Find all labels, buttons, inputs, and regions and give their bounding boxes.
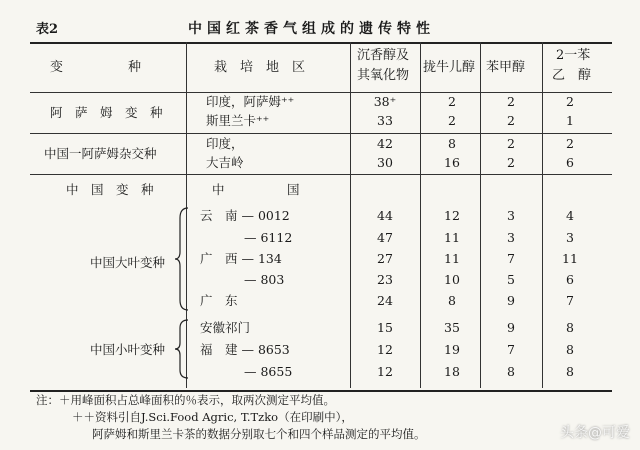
row-1-geraniol: 2 — [448, 94, 456, 109]
group-china: 中 国 变 种 — [66, 182, 154, 197]
row-8-benzyl: 5 — [507, 272, 515, 287]
row-12-linalool: 12 — [377, 364, 393, 379]
table-number: 表2 — [36, 22, 59, 37]
row-7-geraniol: 11 — [444, 251, 460, 266]
row-3-region: 印度， — [206, 136, 244, 151]
row-5-region: 云 南 — 0012 — [200, 208, 290, 223]
group-small-leaf: 中国小叶变种 — [90, 342, 166, 357]
row-2-benzyl: 2 — [507, 113, 515, 128]
header-phenylethanol-1: 2一苯 — [556, 48, 591, 63]
row-9-region: 广 东 — [200, 293, 238, 308]
header-variety: 变 种 — [50, 60, 142, 75]
row-5-benzyl: 3 — [507, 208, 515, 223]
row-10-geraniol: 35 — [444, 320, 460, 335]
watermark: 头条@可爱 — [560, 425, 630, 441]
row-10-region: 安徽祁门 — [200, 320, 251, 335]
row-6-phenylethanol: 3 — [566, 230, 574, 245]
row-7-region: 广 西 — 134 — [200, 251, 282, 266]
row-11-linalool: 12 — [377, 342, 393, 357]
row-1-phenylethanol: 2 — [566, 94, 574, 109]
row-5-phenylethanol: 4 — [566, 208, 574, 223]
header-region: 栽 培 地 区 — [214, 60, 306, 75]
note-line-1: 注：＋用峰面积占总峰面积的％表示，取两次测定平均值。 — [36, 393, 335, 407]
row-5-geraniol: 12 — [444, 208, 460, 223]
large-leaf-brace — [174, 206, 190, 312]
row-2-phenylethanol: 1 — [566, 113, 574, 128]
row-3-phenylethanol: 2 — [566, 136, 574, 151]
small-leaf-brace — [174, 318, 190, 380]
row-2-geraniol: 2 — [448, 113, 456, 128]
row-9-linalool: 24 — [377, 293, 393, 308]
row-12-region: — 8655 — [244, 364, 293, 379]
row-3-benzyl: 2 — [507, 136, 515, 151]
row-7-benzyl: 7 — [507, 251, 515, 266]
row-11-geraniol: 19 — [444, 342, 460, 357]
row-4-geraniol: 16 — [444, 155, 460, 170]
note-line-3: 阿萨姆和斯里兰卡茶的数据分别取七个和四个样品测定的平均值。 — [92, 427, 426, 441]
row-10-linalool: 15 — [377, 320, 393, 335]
row-8-linalool: 23 — [377, 272, 393, 287]
row-2-linalool: 33 — [377, 113, 393, 128]
col-divider-4 — [480, 42, 481, 388]
row-8-geraniol: 10 — [444, 272, 460, 287]
row-2-region: 斯里兰卡⁺⁺ — [206, 113, 270, 128]
row-6-region: — 6112 — [244, 230, 293, 245]
row-4-region: 大吉岭 — [206, 155, 244, 170]
row-4-linalool: 30 — [377, 155, 393, 170]
row-4-benzyl: 2 — [507, 155, 515, 170]
group-large-leaf: 中国大叶变种 — [90, 255, 166, 270]
row-10-phenylethanol: 8 — [566, 320, 574, 335]
table-caption — [0, 18, 640, 40]
row-3-geraniol: 8 — [448, 136, 456, 151]
header-geraniol: 拢牛儿醇 — [423, 60, 476, 75]
row-11-region: 福 建 — 8653 — [200, 342, 290, 357]
row-1-benzyl: 2 — [507, 94, 515, 109]
row-6-linalool: 47 — [377, 230, 393, 245]
row-rule-1 — [30, 133, 612, 134]
col-divider-5 — [542, 42, 543, 388]
row-9-phenylethanol: 7 — [566, 293, 574, 308]
row-11-benzyl: 7 — [507, 342, 515, 357]
header-benzyl-alcohol: 苯甲醇 — [486, 60, 526, 75]
group-hybrid: 中国一阿萨姆杂交种 — [44, 146, 157, 161]
row-10-benzyl: 9 — [507, 320, 515, 335]
col-divider-3 — [420, 42, 421, 388]
note-line-2: ＋＋资料引自J.Sci.Food Agric, T.Tzko（在印刷中）， — [72, 410, 353, 424]
row-3-linalool: 42 — [377, 136, 393, 151]
row-1-linalool: 38⁺ — [373, 94, 397, 109]
table-title: 中国红茶香气组成的遗传特性 — [188, 21, 435, 37]
row-6-benzyl: 3 — [507, 230, 515, 245]
row-12-benzyl: 8 — [507, 364, 515, 379]
row-7-phenylethanol: 11 — [562, 251, 578, 266]
row-12-geraniol: 18 — [444, 364, 460, 379]
group-china-region: 中 国 — [212, 182, 300, 197]
header-linalool-2: 其氧化物 — [357, 68, 410, 83]
row-7-linalool: 27 — [377, 251, 393, 266]
row-6-geraniol: 11 — [444, 230, 460, 245]
row-rule-2 — [30, 174, 612, 175]
row-5-linalool: 44 — [377, 208, 393, 223]
col-divider-2 — [350, 42, 351, 388]
row-8-region: — 803 — [244, 272, 285, 287]
row-4-phenylethanol: 6 — [566, 155, 574, 170]
header-rule — [30, 92, 612, 93]
row-1-region: 印度，阿萨姆⁺⁺ — [206, 94, 295, 109]
row-11-phenylethanol: 8 — [566, 342, 574, 357]
group-assam: 阿 萨 姆 变 种 — [50, 105, 163, 120]
header-phenylethanol-2: 乙 醇 — [552, 68, 592, 83]
row-9-benzyl: 9 — [507, 293, 515, 308]
row-12-phenylethanol: 8 — [566, 364, 574, 379]
header-linalool-1: 沉香醇及 — [357, 48, 410, 63]
row-9-geraniol: 8 — [448, 293, 456, 308]
row-8-phenylethanol: 6 — [566, 272, 574, 287]
